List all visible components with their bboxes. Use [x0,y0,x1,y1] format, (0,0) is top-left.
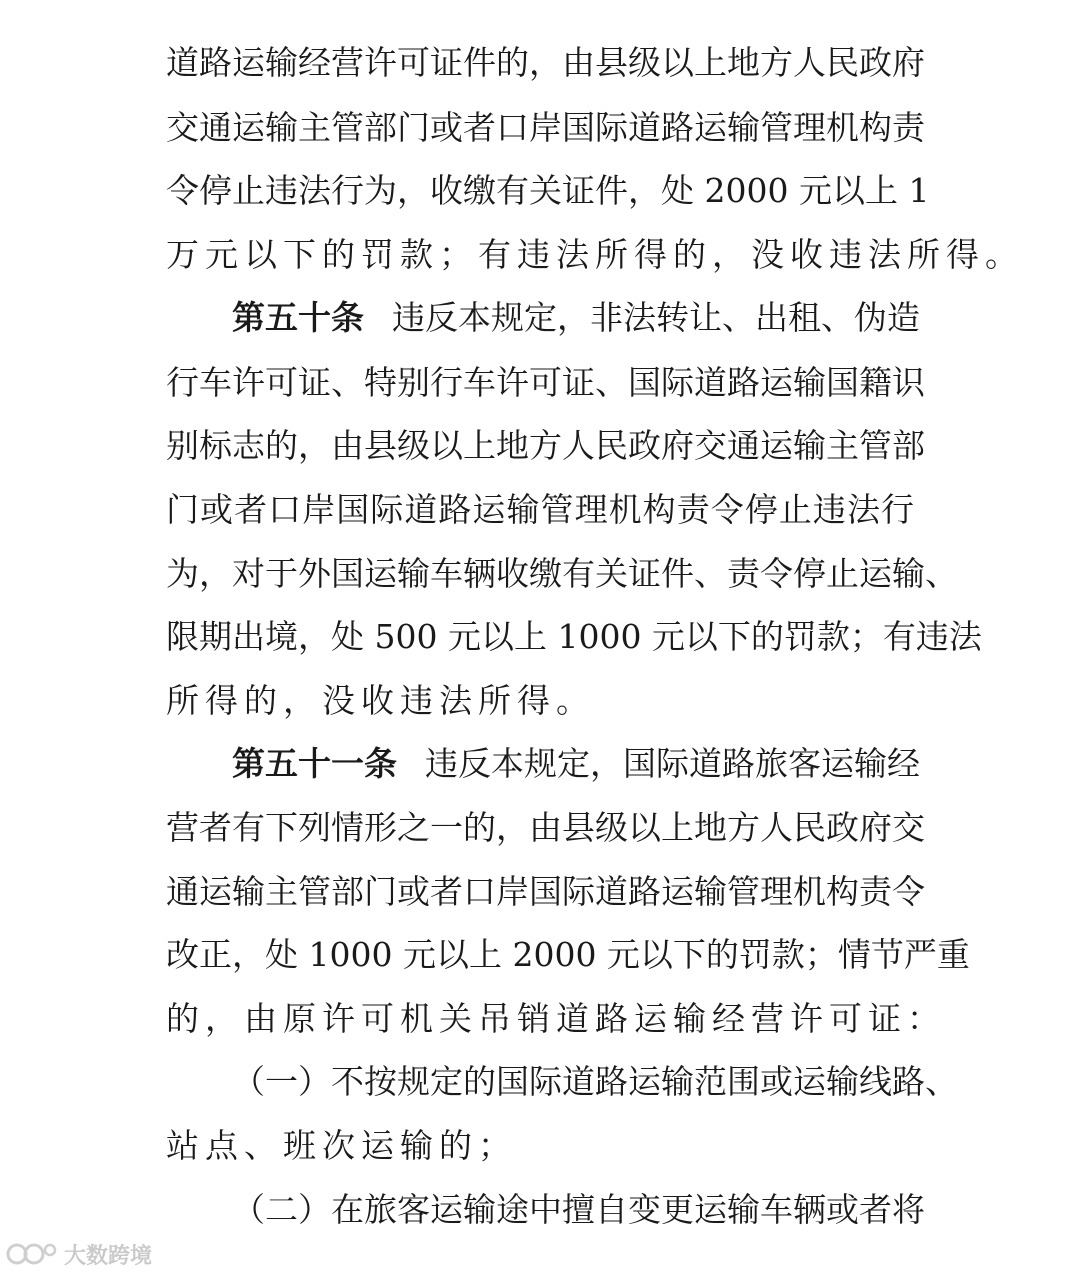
text-line: 营者有下列情形之一的，由县级以上地方人民政府交 [166,808,925,847]
watermark-logo-icon [6,1239,58,1269]
text-line: 所得的，没收违法所得。 [166,681,595,720]
article-paragraph-50 [232,295,920,341]
text-line: 限期出境，处 500 元以上 1000 元以下的罚款；有违法 [166,617,982,656]
article-heading: 第五十条 [232,298,364,337]
text-line: 道路运输经营许可证件的，由县级以上地方人民政府 [166,43,925,82]
text-line: 为，对于外国运输车辆收缴有关证件、责令停止运输、 [166,554,958,593]
text-line: 站点、班次运输的； [166,1126,517,1165]
article-paragraph-51 [232,741,920,787]
text-line: 改正，处 1000 元以上 2000 元以下的罚款；情节严重 [166,935,970,974]
text-line: 通运输主管部门或者口岸国际道路运输管理机构责令 [166,872,925,911]
text-line: 门或者口岸国际道路运输管理机构责令停止违法行 [166,490,914,529]
text-line: 违反本规定，国际道路旅客运输经 [425,744,920,783]
text-line: 交通运输主管部门或者口岸国际道路运输管理机构责 [166,108,925,147]
text-line: 违反本规定，非法转让、出租、伪造 [392,298,920,337]
watermark [6,1236,152,1272]
text-line: 万元以下的罚款；有违法所得的，没收违法所得。 [166,235,1024,274]
text-line: 行车许可证、特别行车许可证、国际道路运输国籍识 [166,363,925,402]
list-item: （二）在旅客运输途中擅自变更运输车辆或者将 [232,1190,925,1229]
text-line: 别标志的，由县级以上地方人民政府交通运输主管部 [166,426,925,465]
text-line: 的，由原许可机关吊销道路运输经营许可证： [166,999,946,1038]
text-line: 令停止违法行为，收缴有关证件，处 2000 元以上 1 [166,171,930,210]
list-item: （一）不按规定的国际道路运输范围或运输线路、 [232,1062,958,1101]
article-heading: 第五十一条 [232,744,397,783]
watermark-text: 大数跨境 [64,1243,153,1269]
